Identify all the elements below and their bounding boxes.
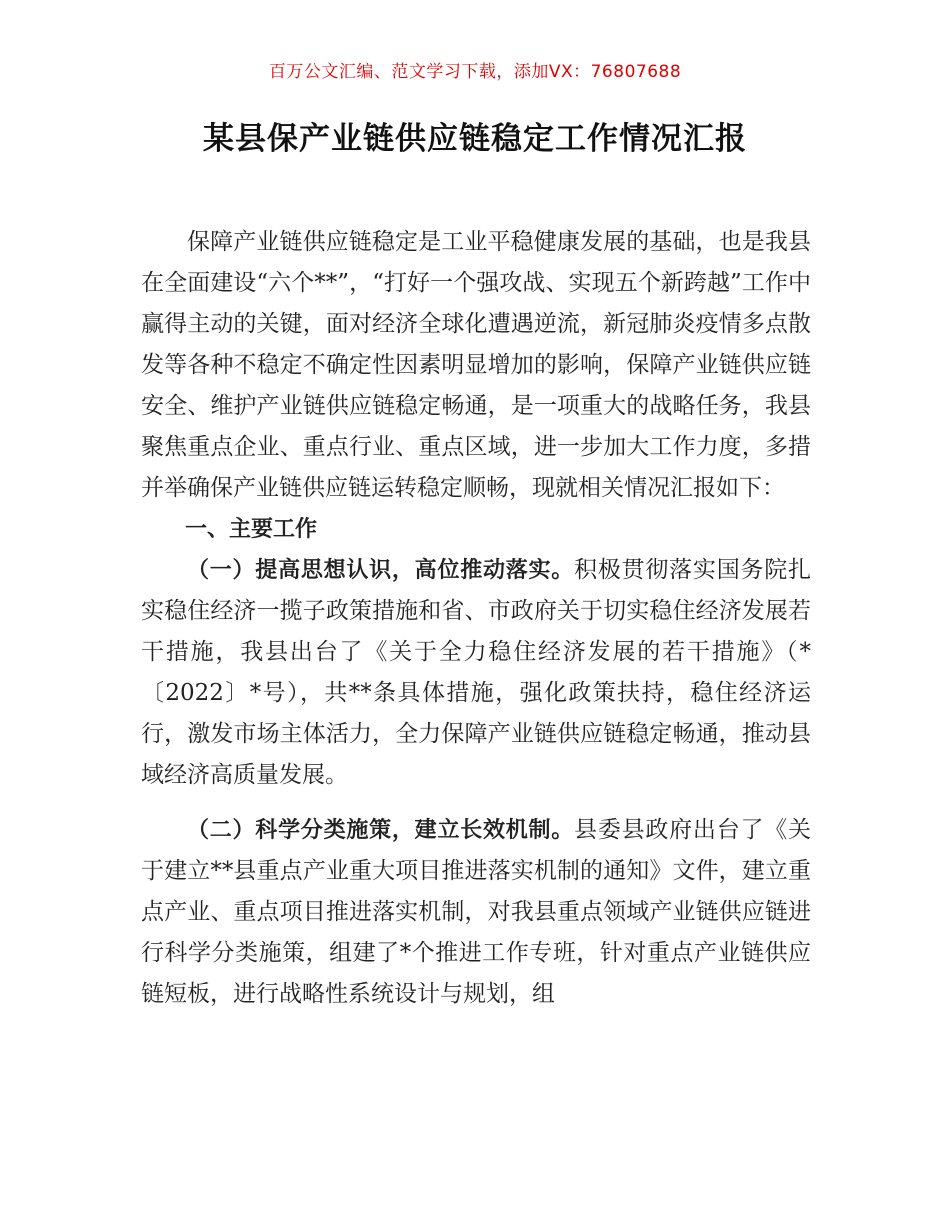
paragraph-item-2 (141, 810, 811, 1015)
page-title: 某县保产业链供应链稳定工作情况汇报 (203, 121, 747, 157)
item-1-text: 积极贯彻落实国务院扎实稳住经济一揽子政策措施和省、市政府关于切实稳住经济发展若干措施，我县出台了《关于全力稳住经济发展的若干措施》（*〔2022〕*号），共**条具体措施，强化政策扶持，稳住经济运行，激发市场主体活力，全力保障产业链供应链稳定畅通，推动县域经济高质量发展。 (141, 557, 811, 788)
intro-paragraph: 保障产业链供应链稳定是工业平稳健康发展的基础，也是我县在全面建设“六个**”，“打好一个强攻战、实现五个新跨越”工作中赢得主动的关键，面对经济全球化遭遇逆流，新冠肺炎疫情多点散发等各种不稳定不确定性因素明显增加的影响，保障产业链供应链安全、维护产业链供应链稳定畅通，是一项重大的战略任务，我县聚焦重点企业、重点行业、重点区域，进一步加大工作力度，多措并举确保产业链供应链运转稳定顺畅，现就相关情况汇报如下： (141, 229, 811, 501)
item-1-heading: （一）提高思想认识，高位推动落实。 (187, 558, 575, 583)
section-heading-main-work: 一、主要工作 (185, 517, 318, 542)
header-note: 百万公文汇编、范文学习下载，添加VX：76807688 (268, 62, 682, 82)
item-2-text: 县委县政府出台了《关于建立**县重点产业重大项目推进落实机制的通知》文件，建立重点产业、重点项目推进落实机制，对我县重点领域产业链供应链进行科学分类施策，组建了*个推进工作专班，针对重点产业链供应链短板，进行战略性系统设计与规划，组 (141, 817, 811, 1007)
paragraph-item-1 (141, 550, 811, 796)
item-2-heading: （二）科学分类施策，建立长效机制。 (187, 818, 575, 843)
document-body (141, 222, 811, 1015)
